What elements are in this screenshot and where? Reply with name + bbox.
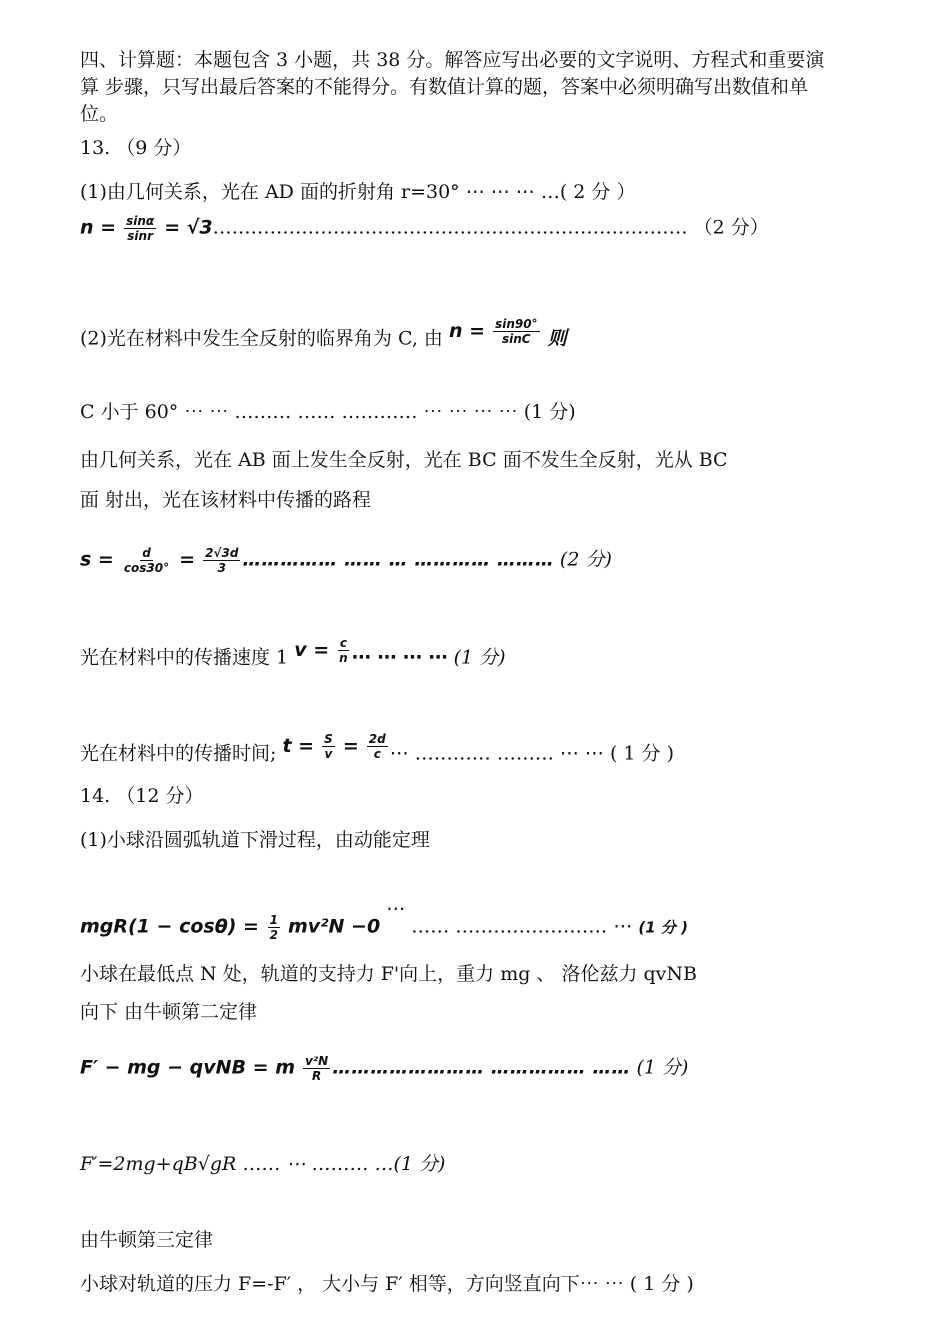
eq-tail: …………… …… … ………… ……… bbox=[242, 548, 554, 571]
q14-part1-text: (1)小球沿圆弧轨道下滑过程，由动能定理 bbox=[80, 829, 430, 851]
eq-mid: = bbox=[342, 734, 359, 757]
q13-part7-text: 光在材料中的传播速度 1 bbox=[80, 646, 289, 669]
eq-lhs: v = bbox=[294, 638, 330, 661]
eq-numerator: sinα bbox=[126, 214, 155, 228]
q13-part1-text: (1)由几何关系，光在 AD 面的折射角 r=30° ⋯ ⋯ ⋯ …( 2 分 ） bbox=[80, 181, 636, 203]
eq-numerator: c bbox=[339, 636, 347, 650]
eq-numerator: sin90° bbox=[495, 317, 538, 331]
eq-tail: ………………………………………………………………… （2 分） bbox=[212, 216, 769, 239]
eq-lhs: n = bbox=[80, 216, 117, 239]
eq-numerator: d bbox=[142, 546, 151, 560]
section-header-line-3: 位。 bbox=[80, 103, 119, 125]
eq-lhs: F′=2mg+qB√gR bbox=[80, 1153, 237, 1175]
eq-fraction bbox=[268, 913, 280, 942]
q14-part4-text: 向下 由牛顿第二定律 bbox=[80, 1001, 258, 1023]
q14-eq-newton-second bbox=[80, 1054, 688, 1083]
eq-denominator: sinC bbox=[502, 332, 531, 346]
q13-part2 bbox=[80, 317, 567, 354]
eq-lhs: F′ − mg − qvNB = m bbox=[80, 1056, 296, 1079]
q14-eq-support-force bbox=[80, 1152, 445, 1176]
q13-eq-path-length bbox=[80, 546, 612, 575]
eq-tail: ⋯ ⋯ ⋯ ⋯ bbox=[351, 646, 448, 669]
section-header-line-2: 算 步骤，只写出最后答案的不能得分。有数值计算的题，答案中必须明确写出数值和单 bbox=[80, 76, 809, 98]
eq-denominator: c bbox=[373, 747, 381, 761]
eq-denominator: R bbox=[312, 1069, 322, 1083]
eq-rhs: = √3 bbox=[164, 216, 213, 239]
eq-fraction-2 bbox=[203, 546, 240, 575]
q13-part4-text: 由几何关系，光在 AB 面上发生全反射，光在 BC 面不发生全反射，光从 BC bbox=[80, 449, 728, 471]
eq-mid: = bbox=[179, 548, 196, 571]
q14-part7-text: 由牛顿第三定律 bbox=[80, 1229, 214, 1251]
eq-numerator: v²N bbox=[305, 1054, 329, 1068]
eq-lhs: mgR(1 − cosθ) = bbox=[80, 915, 266, 938]
q14-eq-energy bbox=[80, 897, 688, 942]
question-14-title: 14. （12 分） bbox=[80, 785, 204, 807]
score: (2 分) bbox=[559, 548, 612, 571]
score: (1 分) bbox=[636, 1056, 689, 1079]
eq-numerator: S bbox=[324, 732, 333, 746]
score: (1 分) bbox=[453, 646, 506, 669]
eq-fraction bbox=[303, 1054, 330, 1083]
section-header-line-1: 四、计算题：本题包含 3 小题，共 38 分。解答应写出必要的文字说明、方程式和重要演 bbox=[80, 49, 825, 71]
eq-tail: …………………… …………… …… bbox=[332, 1056, 631, 1079]
q13-eq-speed bbox=[80, 636, 506, 673]
eq-sup: ⋯ bbox=[386, 897, 406, 920]
eq-tail: ⋯ ………… ……… ⋯ ⋯ ( 1 分 ) bbox=[389, 742, 674, 765]
eq-rest: mv²N −0 bbox=[288, 915, 381, 938]
eq-numerator: 2d bbox=[368, 732, 386, 746]
eq-numerator: 1 bbox=[269, 913, 278, 927]
eq-denominator: n bbox=[339, 651, 348, 665]
eq-lhs: s = bbox=[80, 548, 114, 571]
eq-denominator: 2 bbox=[269, 928, 278, 942]
eq-lhs: t = bbox=[282, 734, 315, 757]
eq-fraction-1 bbox=[122, 546, 171, 575]
q13-part3-text: C 小于 60° ⋯ ⋯ ……… …… ………… ⋯ ⋯ ⋯ ⋯ (1 分) bbox=[80, 401, 576, 423]
question-13-title: 13. （9 分） bbox=[80, 137, 192, 159]
eq-fraction bbox=[337, 636, 350, 665]
eq-denominator: cos30° bbox=[123, 561, 170, 575]
eq-denominator: v bbox=[324, 747, 333, 761]
eq-lhs: n = bbox=[448, 319, 486, 342]
eq-fraction bbox=[124, 214, 156, 243]
score: (1 分 ) bbox=[638, 918, 688, 937]
eq-tail: 则 bbox=[547, 327, 567, 350]
eq-fraction-1 bbox=[322, 732, 335, 761]
q14-part3-text: 小球在最低点 N 处，轨道的支持力 F'向上，重力 mg 、 洛伦兹力 qvNB bbox=[80, 963, 697, 985]
q13-part5-text: 面 射出，光在该材料中传播的路程 bbox=[80, 489, 372, 511]
eq-fraction-2 bbox=[367, 732, 388, 761]
eq-tail: …… ⋯ ……… …(1 分) bbox=[242, 1153, 446, 1175]
eq-fraction bbox=[493, 317, 540, 346]
q13-part2-text: (2)光在材料中发生全反射的临界角为 C, 由 bbox=[80, 327, 443, 350]
q13-part8-text: 光在材料中的传播时间; bbox=[80, 742, 277, 765]
eq-denominator: 3 bbox=[217, 561, 226, 575]
eq-tail: …… …………………… ⋯ bbox=[411, 915, 633, 938]
q14-part8-text: 小球对轨道的压力 F=-F′ ， 大小与 F′ 相等，方向竖直向下⋯ ⋯ ( 1 分 ) bbox=[80, 1273, 694, 1295]
q13-eq-time bbox=[80, 732, 674, 769]
eq-numerator: 2√3d bbox=[205, 546, 239, 560]
q13-eq-refraction-index bbox=[80, 214, 769, 243]
eq-denominator: sinr bbox=[127, 229, 153, 243]
